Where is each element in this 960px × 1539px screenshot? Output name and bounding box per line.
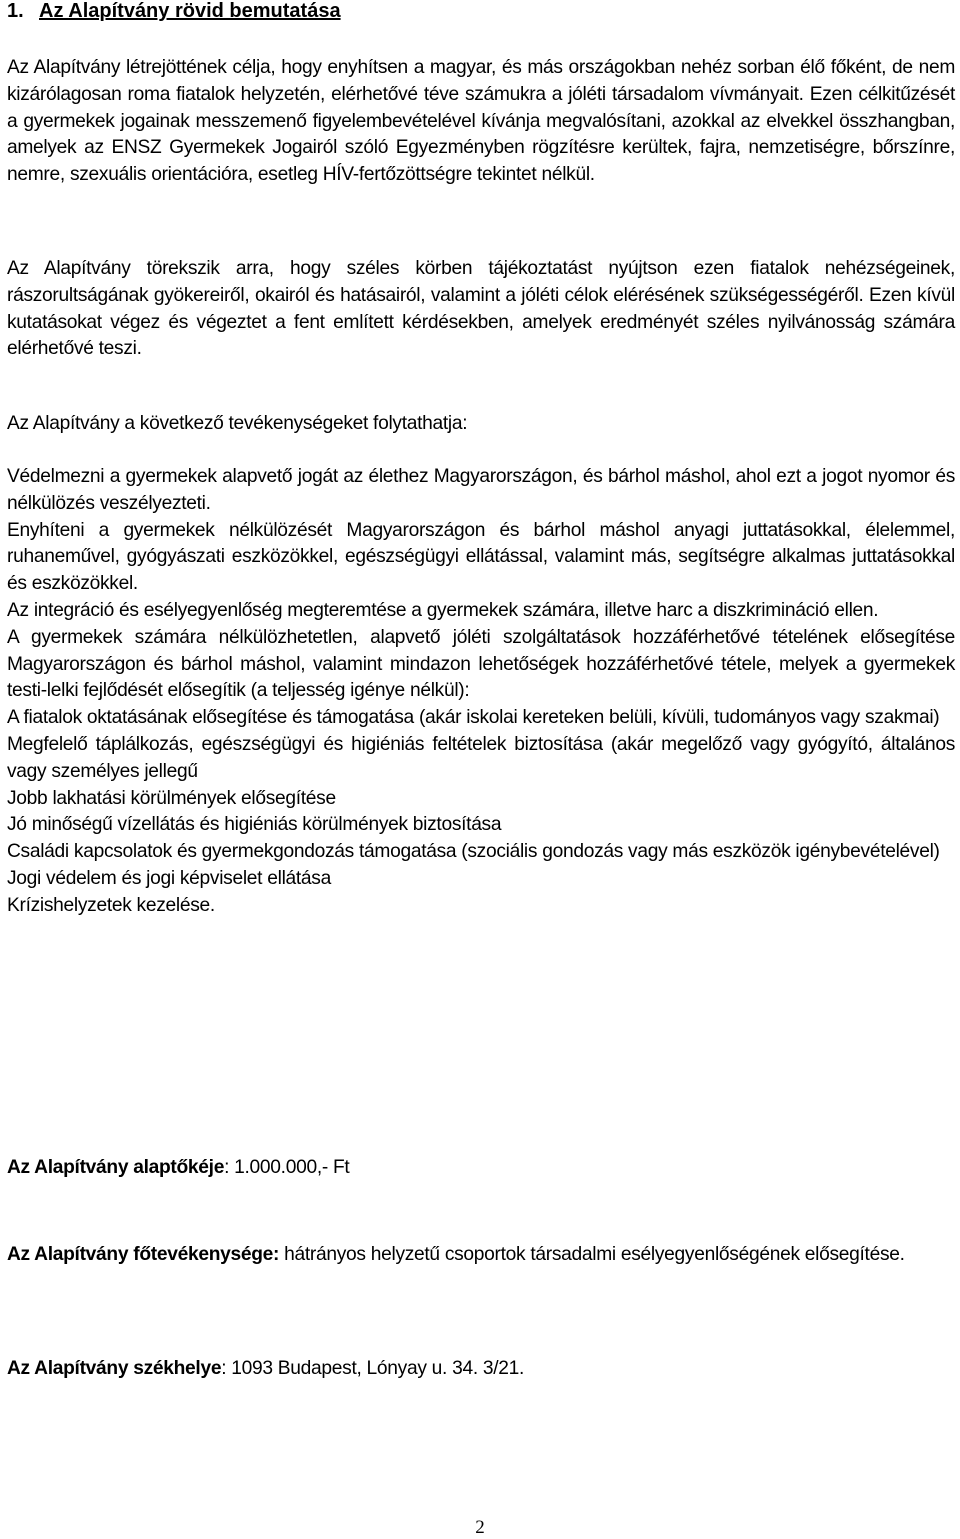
intro-block (7, 55, 955, 189)
main-activity-value: hátrányos helyzetű csoportok társadalmi esélyegyenlőségének elősegítése. (279, 1244, 905, 1265)
capital-value: 1.000.000,- Ft (229, 1157, 350, 1178)
section-title: Az Alapítvány rövid bemutatása (39, 0, 341, 22)
seat-block (7, 1356, 955, 1383)
capital-line (7, 1155, 955, 1182)
activity-item: Az integráció és esélyegyenlőség megteremtése a gyermekek számára, illetve harc a diszkrimináció ellen. (7, 599, 879, 621)
main-activity-block (7, 1242, 955, 1269)
page-number: 2 (475, 1517, 485, 1538)
activity-item: Védelmezni a gyermekek alapvető jogát az élethez Magyarországon, és bárhol máshol, ahol ezt a jogot nyomor és nélkülözés veszélyezteti. (7, 466, 955, 514)
capital-separator: : (224, 1157, 230, 1178)
main-activity-label: Az Alapítvány főtevékenysége: (7, 1244, 280, 1265)
seat-value: 1093 Budapest, Lónyay u. 34. 3/21. (226, 1358, 525, 1379)
seat-label: Az Alapítvány székhelye (7, 1358, 222, 1379)
section-number: 1. (7, 0, 24, 22)
activity-item: Krízishelyzetek kezelése. (7, 894, 215, 916)
activity-item: A gyermekek számára nélkülözhetetlen, alapvető jóléti szolgáltatások hozzáférhetővé tételének elősegítése Magyarországon és bárhol máshol, valamint mindazon lehetőségek hozzáférhetővé tétele, melyek a gyermekek testi-lelki fejlődését elősegítik (a teljesség igénye nélkül): (7, 626, 955, 702)
main-activity-line (7, 1242, 955, 1269)
activities-intro-block (7, 411, 955, 438)
activity-item: Enyhíteni a gyermekek nélkülözését Magyarországon és bárhol máshol anyagi juttatásokkal, élelemmel, ruhaneművel, gyógyászati eszközökkel, egészségügyi ellátással, valamint más, segítségre alkalmas juttatásokkal és eszközökkel. (7, 519, 955, 595)
information-block (7, 256, 955, 363)
activity-item: Jobb lakhatási körülmények elősegítése (7, 787, 336, 809)
information-paragraph: Az Alapítvány törekszik arra, hogy széles körben tájékoztatást nyújtson ezen fiatalok nehézségeinek, rászorultságának gyökereiről, okairól és hatásairól, valamint a jóléti célok elérésének szükségességéről. Ezen kívül kutatásokat végez és végeztet a fent említett kérdésekben, amelyek eredményét széles nyilvánosság számára elérhetővé teszi. (7, 258, 955, 360)
capital-block (7, 1155, 955, 1182)
seat-separator: : (221, 1358, 227, 1379)
seat-line (7, 1356, 955, 1383)
activity-item: Megfelelő táplálkozás, egészségügyi és higiéniás feltételek biztosítása (akár megelőző vagy gyógyító, általános vagy személyes jellegű (7, 733, 955, 782)
activity-item: Jó minőségű vízellátás és higiéniás körülmények biztosítása (7, 814, 502, 836)
intro-paragraph: Az Alapítvány létrejöttének célja, hogy enyhítsen a magyar, és más országokban nehéz sorban élő főként, de nem kizárólagosan roma fiatalok helyzetén, elérhetővé téve számukra a jóléti társadalom vívmányait. Ezen célkitűzését a gyermekek jogainak messzemenő figyelembevételével kívánja megvalósítani, azokkal az elvekkel összhangban, amelyek az ENSZ Gyermekek Jogairól szóló Egyezményben rögzítésre kerültek, fajra, nemzetiségre, bőrszínre, nemre, szexuális orientációra, esetleg HÍV-fertőzöttségre tekintet nélkül. (7, 57, 955, 186)
activity-item: Családi kapcsolatok és gyermekgondozás támogatása (szociális gondozás vagy más eszközök igénybevételével) (7, 841, 940, 863)
activities-intro: Az Alapítvány a következő tevékenységeket folytathatja: (7, 413, 468, 434)
activity-item: A fiatalok oktatásának elősegítése és támogatása (akár iskolai kereteken belüli, kívüli, tudományos vagy szakmai) (7, 707, 940, 729)
section-heading (7, 0, 341, 24)
activities-list (7, 464, 955, 920)
activity-item: Jogi védelem és jogi képviselet ellátása (7, 867, 331, 889)
capital-label: Az Alapítvány alaptőkéje (7, 1157, 225, 1178)
